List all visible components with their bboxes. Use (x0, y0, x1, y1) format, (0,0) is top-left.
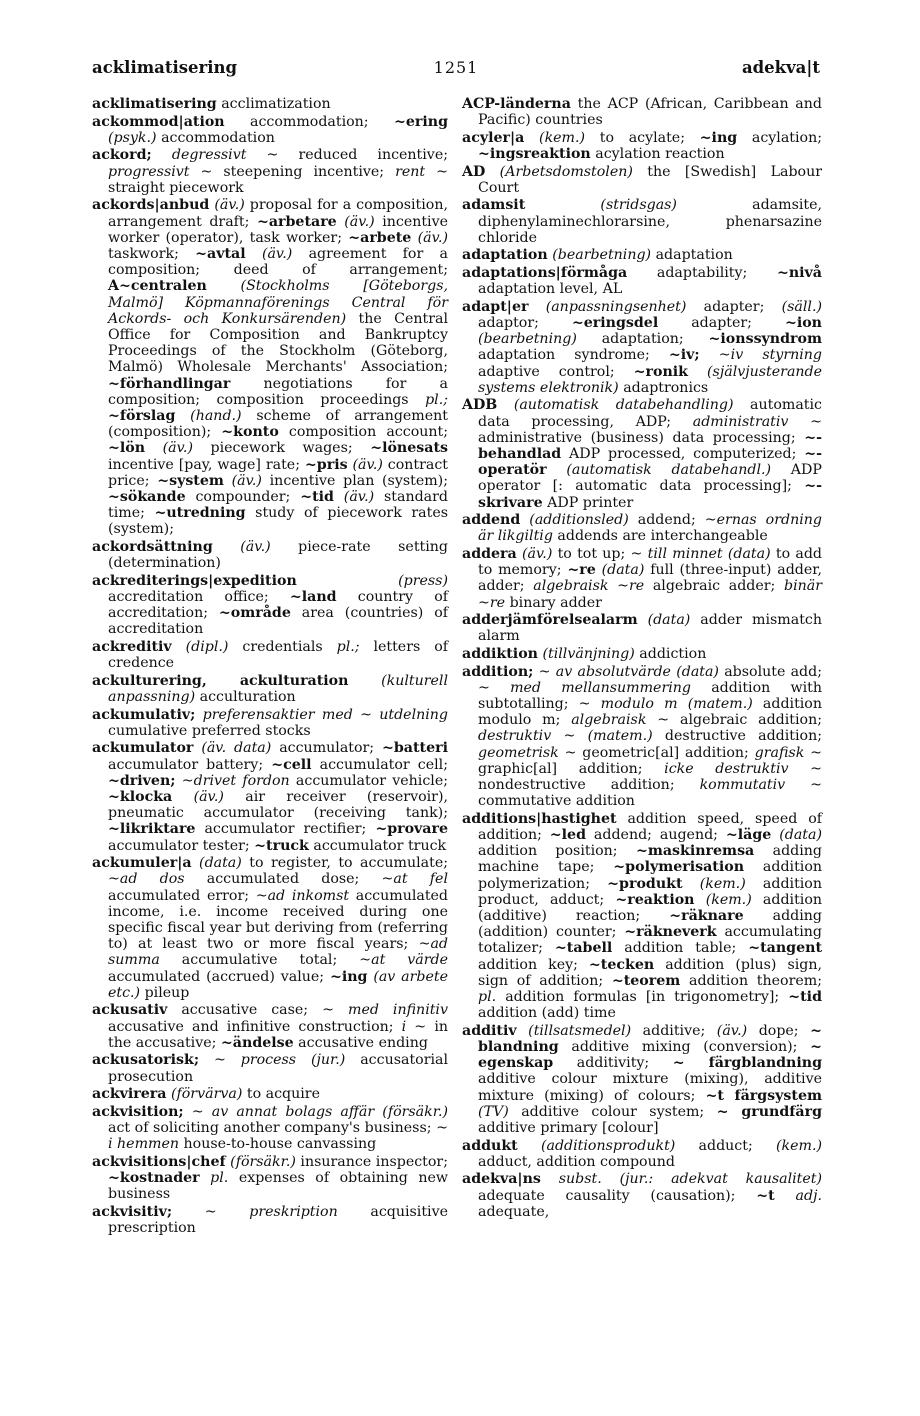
header-guide-word-right: adekva|t (741, 58, 820, 77)
dictionary-entry: adderjämförelsealarm (data) adder mismatch alarm (462, 612, 822, 645)
left-column (92, 96, 448, 1238)
dictionary-entry: addition; ~ av absolutvärde (data) absolute add; ~ med mellansummering addition with subtotalling; ~ modulo m (matem.) addition modulo m; algebraisk ~ algebraic addition; destruktiv ~ (matem.) destructive addition; geometrisk ~ geometric[al] addition; grafisk ~ graphic[al] addition; icke destruktiv ~ nondestructive addition; kommutativ ~ commutative addition (462, 663, 823, 810)
dictionary-entry: ackord; degressivt ~ reduced incentive; progressivt ~ steepening incentive; rent ~ straight piecework (92, 147, 448, 196)
dictionary-entry: ackordsättning (äv.) piece-rate setting (determination) (92, 539, 448, 572)
dictionary-entry: additions|hastighet addition speed, speed of addition; ~led addend; augend; ~läge (data) addition position; ~maskinremsa adding machine tape; ~polymerisation addition polymerization; ~produkt (kem.) addition product, adduct; ~reaktion (kem.) addition (additive) reaction; ~räknare adding (addition) counter; ~räkneverk accumulating totalizer; ~tabell addition table; ~tangent addition key; ~tecken addition (plus) sign, sign of addition; ~teorem addition theorem; pl. addition formulas [in trigonometry]; ~tid addition (add) time (462, 810, 823, 1022)
dictionary-entry: acklimatisering acclimatization (92, 96, 331, 112)
dictionary-entry: ackvisition; ~ av annat bolags affär (försäkr.) act of soliciting another company's business; ~ i hemmen house-to-house canvassing (92, 1103, 448, 1153)
page-number: 1251 (433, 58, 479, 77)
dictionary-entry: AD (Arbetsdomstolen) the [Swedish] Labour Court (462, 163, 822, 196)
dictionary-entry: adamsit (stridsgas) adamsite, diphenylaminechlorarsine, phenarsazine chloride (462, 197, 822, 246)
right-column (462, 96, 822, 1221)
dictionary-entry: addend (additionsled) addend; ~ernas ordning är likgiltig addends are interchangeable (462, 512, 822, 545)
dictionary-entry: ackrediterings|expedition (press) accreditation office; ~land country of accreditation; ~område area (countries) of accreditation (92, 572, 449, 638)
header-guide-word-left: acklimatisering (92, 58, 238, 77)
dictionary-entry: ackvisitiv; ~ preskription acquisitive prescription (92, 1203, 448, 1237)
dictionary-entry: ackumuler|a (data) to register, to accumulate; ~ad dos accumulated dose; ~at fel accumulated error; ~ad inkomst accumulated income, i.e. income received during one specific fiscal year but deriving from (referring to) at least two or more fiscal years; ~ad summa accumulative total; ~at värde accumulated (accrued) value; ~ing (av arbete etc.) pileup (92, 855, 449, 1001)
dictionary-entry: acyler|a (kem.) to acylate; ~ing acylation; ~ingsreaktion acylation reaction (462, 129, 822, 162)
dictionary-entry: ADB (automatisk databehandling) automatic data processing, ADP; administrativ ~ administrative (business) data processing; ~-behandlad ADP processed, computerized; ~-operatör (automatisk databehandl.) ADP operator [: automatic data processing]; ~-skrivare ADP printer (462, 397, 822, 511)
dictionary-entry: addukt (additionsprodukt) adduct; (kem.) adduct, addition compound (462, 1137, 822, 1170)
dictionary-entry: adekva|ns subst. (jur.: adekvat kausalitet) adequate causality (causation); ~t adj. adequate, (462, 1171, 822, 1220)
dictionary-entry: ackumulativ; preferensaktier med ~ utdelning cumulative preferred stocks (92, 706, 449, 739)
dictionary-entry: ackusativ accusative case; ~ med infinitiv accusative and infinitive construction; i ~ in the accusative; ~ändelse accusative ending (92, 1002, 448, 1051)
dictionary-entry: ackvisitions|chef (försäkr.) insurance inspector; ~kostnader pl. expenses of obtaining new business (92, 1153, 448, 1203)
dictionary-entry: ackusatorisk; ~ process (jur.) accusatorial prosecution (92, 1052, 449, 1085)
dictionary-entry: additiv (tillsatsmedel) additive; (äv.) dope; ~ blandning additive mixing (conversion); ~ egenskap additivity; ~ färgblandning additive colour mixture (mixing), additive mixture (mixing) of colours; ~t färgsystem (TV) additive colour system; ~ grundfärg additive primary [colour] (462, 1022, 822, 1137)
dictionary-entry: ackulturering, ackulturation (kulturell anpassning) acculturation (92, 672, 449, 706)
dictionary-entry: ackommod|ation accommodation; ~ering (psyk.) accommodation (92, 113, 448, 146)
dictionary-entry: ackreditiv (dipl.) credentials pl.; letters of credence (92, 639, 449, 672)
dictionary-entry: ackords|anbud (äv.) proposal for a composition, arrangement draft; ~arbetare (äv.) incentive worker (operator), task worker; ~arbete (äv.) taskwork; ~avtal (äv.) agreement for a composition; deed of arrangement; A~centralen (Stockholms [Göteborgs, Malmö] Köpmannaförenings Central för Ackords- och Konkursärenden) the Central Office for Composition and Bankruptcy Proceedings of the Stockholm (Göteborg, Malmö) Wholesale Merchants' Association; ~förhandlingar negotiations for a composition; composition proceedings pl.; ~förslag (hand.) scheme of arrangement (composition); ~konto composition account; ~lön (äv.) piecework wages; ~lönesats incentive [pay, wage] rate; ~pris (äv.) contract price; ~system (äv.) incentive plan (system); ~sökande compounder; ~tid (äv.) standard time; ~utredning study of piecework rates (system); (92, 197, 448, 538)
page-header (92, 58, 820, 84)
dictionary-entry: ackvirera (förvärva) to acquire (92, 1086, 320, 1103)
dictionary-entry: adaptations|förmåga adaptability; ~nivå adaptation level, AL (462, 264, 822, 298)
dictionary-entry: adaptation (bearbetning) adaptation (462, 247, 733, 264)
dictionary-entry: addera (äv.) to tot up; ~ till minnet (data) to add to memory; ~re (data) full (three-input) adder, adder; algebraisk ~re algebraic adder; binär ~re binary adder (462, 546, 822, 611)
dictionary-entry: ackumulator (äv. data) accumulator; ~batteri accumulator battery; ~cell accumulator cell; ~driven; ~drivet fordon accumulator vehicle; ~klocka (äv.) air receiver (reservoir), pneumatic accumulator (receiving tank); ~likriktare accumulator rectifier; ~provare accumulator tester; ~truck accumulator truck (92, 740, 449, 854)
dictionary-entry: addiktion (tillvänjning) addiction (462, 646, 707, 662)
dictionary-entry: adapt|er (anpassningsenhet) adapter; (säll.) adaptor; ~eringsdel adapter; ~ion (bearbetning) adaptation; ~ionssyndrom adaptation syndrome; ~iv; ~iv styrning adaptive control; ~ronik (självjusterande systems elektronik) adaptronics (462, 298, 823, 396)
dictionary-entry: ACP-länderna the ACP (African, Caribbean and Pacific) countries (462, 96, 822, 129)
